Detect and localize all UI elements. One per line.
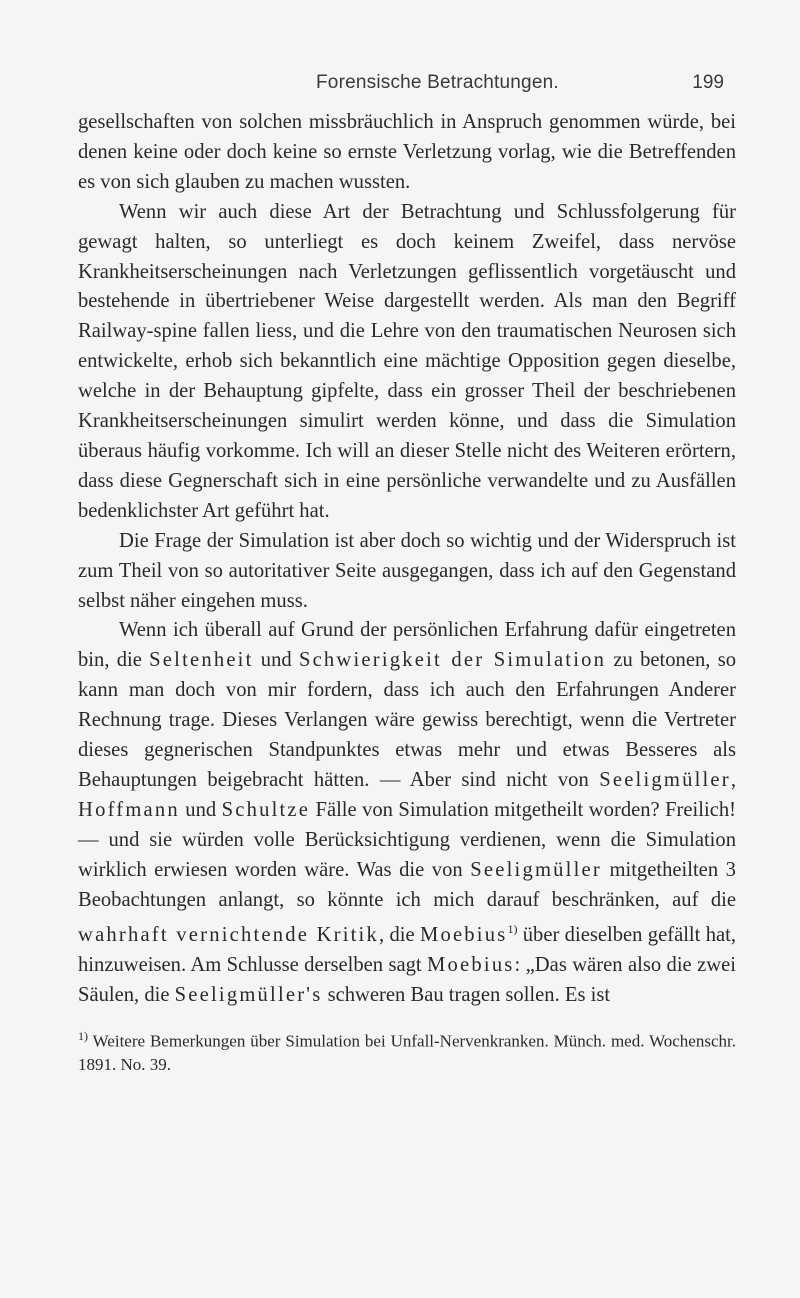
body-text [78, 108, 736, 1011]
text-run: Fälle von Simulation mitgetheilt worden? Freilich! — und sie würden volle Berücksichtigung verdienen, wenn die Simulation wirklich erwiesen worden wäre. Was die von [78, 798, 737, 881]
text-run: , die [378, 924, 420, 947]
text-run: , [730, 768, 736, 791]
author-name: Seeligmüller [599, 768, 731, 791]
paragraph-3: Die Frage der Simulation ist aber doch so wichtig und der Widerspruch ist zum Theil von so autoritativer Seite ausgegangen, dass ich auf den Gegenstand selbst näher eingehen muss. [78, 529, 736, 612]
footnotes [78, 1025, 736, 1076]
text-run: und [179, 798, 222, 821]
spaced-emphasis: Seltenheit [149, 649, 254, 672]
author-name: Seeligmüller [470, 858, 602, 881]
footnote-reference: 1) [507, 922, 518, 937]
book-page [78, 72, 736, 1076]
running-header [78, 72, 736, 100]
paragraph-4 [78, 616, 736, 1011]
page-number: 199 [692, 72, 724, 93]
text-run: Wenn ich überall auf Grund der persönlichen Erfahrung dafür eingetreten bin, die [78, 619, 736, 672]
spaced-emphasis: wahrhaft vernichtende Kritik [78, 924, 379, 947]
author-name: Hoffmann [78, 798, 180, 821]
text-run: mitgetheilten 3 Beobachtungen anlangt, so könnte ich mich darauf beschränken, auf die [78, 858, 736, 911]
spaced-emphasis: Schwierigkeit der Simulation [298, 649, 607, 672]
author-name: Schultze [221, 798, 311, 821]
text-run: und [253, 649, 299, 672]
footnote-text: Weitere Bemerkungen über Simulation bei Unfall-Nervenkranken. Münch. med. Wochenschr. 1891. No. 39. [78, 1031, 736, 1074]
paragraph-1: gesellschaften von solchen missbräuchlich in Anspruch genommen würde, bei denen keine oder doch keine so ernste Verletzung vorlag, wie die Betreffenden es von sich glauben zu machen wussten. [78, 111, 736, 193]
text-run: schweren Bau tragen sollen. Es ist [322, 984, 611, 1007]
text-run: über dieselben gefällt hat, hinzuweisen. Am Schlusse derselben sagt [78, 924, 737, 977]
running-title: Forensische Betrachtungen. [316, 72, 559, 93]
paragraph-2: Wenn wir auch diese Art der Betrachtung und Schlussfolgerung für gewagt halten, so unterliegt es doch keinem Zweifel, dass nervöse Krankheitserscheinungen nach Verletzungen geflissentlich vorgetäuscht und bestehende in übertriebener Weise dargestellt werden. Als man den Begriff Railway-spine fallen liess, und die Lehre von den traumatischen Neurosen sich entwickelte, erhob sich bekanntlich eine mächtige Opposition gegen dieselbe, welche in der Behauptung gipfelte, dass ein grosser Theil der beschriebenen Krankheitserscheinungen simulirt werden könne, und dass die Simulation überaus häufig vorkomme. Ich will an dieser Stelle nicht des Weiteren erörtern, dass diese Gegnerschaft sich in eine persönliche verwandelte und zu Ausfällen bedenklichster Art geführt hat. [78, 200, 736, 522]
footnote-mark: 1) [78, 1029, 88, 1044]
author-name: Moebius [427, 954, 515, 977]
author-name: Moebius [419, 924, 508, 947]
text-run: : „Das wären also die zwei Säulen, die [78, 954, 736, 1007]
author-name: Seeligmüller's [174, 984, 323, 1007]
footnote-1 [78, 1025, 736, 1076]
text-run: zu betonen, so kann man doch von mir fordern, dass ich auch den Erfahrungen Anderer Rechnung trage. Dieses Verlangen wäre gewiss berechtigt, wenn die Vertreter dieses gegnerischen Standpunktes etwas mehr und etwas Besseres als Behauptungen beigebracht hätten. — Aber sind nicht von [78, 649, 737, 791]
